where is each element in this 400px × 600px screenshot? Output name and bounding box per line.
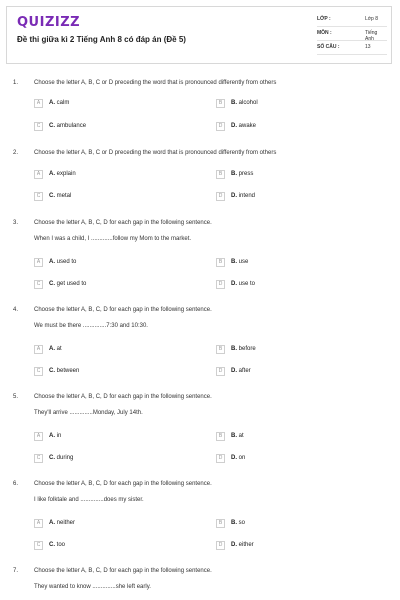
question-sentence: I like folktale and ..............does my sister. bbox=[34, 497, 144, 503]
question-sentence: They'll arrive ..............Monday, July 14th. bbox=[34, 410, 143, 416]
option-letter-box: C bbox=[34, 280, 43, 289]
worksheet-page: QUIZIZZ Đề thi giữa kì 2 Tiếng Anh 8 có đáp án (Đề 5) LỚP : Lớp 8 MÔN : Tiếng Anh SỐ CÂU : 13 1. Choose the letter A, B, C or D preceding the word that is pronounced differently from others A A. calm B B. alcohol C C. ambulance D D. awake 2. Choose the letter A, B, C or D preceding the word that is pronounced differently from others A A. explain B B. press C C. metal D D. intend 3. Choose the letter A, B, C, D for each gap in the following sentence. When I was a child, I .............follow my Mom to the market. A A. used to B B. use C C. get used to D D. use to 4. Choose the letter A, B, C, D for each gap in the following sentence. We must be there ..............7:30 and 10:30. A A. at B B. before C C. between D D. after 5. Choose the letter A, B, C, D for each gap in the following sentence. They'll arrive ..............Monday, July 14th. A A. in B B. at C C. during D D. on 6. Choose the letter A, B, C, D for each gap in the following sentence. I like folktale and ..............does my sister. A A. neither B B. so C C. too D D. either 7. Choose the letter A, B, C, D for each gap in the following sentence. They wanted to know ..............she left early. bbox=[0, 0, 400, 600]
question-number: 3. bbox=[13, 220, 19, 226]
question-number: 6. bbox=[13, 481, 19, 487]
meta-key: MÔN : bbox=[317, 30, 332, 36]
question-text: Choose the letter A, B, C, D for each gap in the following sentence. bbox=[34, 568, 212, 574]
option-letter-box: C bbox=[34, 122, 43, 131]
option-letter-box: D bbox=[216, 454, 225, 463]
question-text: Choose the letter A, B, C, D for each gap in the following sentence. bbox=[34, 481, 212, 487]
meta-value: Lớp 8 bbox=[365, 16, 379, 22]
question-number: 4. bbox=[13, 307, 19, 313]
question-text: Choose the letter A, B, C or D preceding the word that is pronounced differently from others bbox=[34, 150, 277, 156]
option-letter-box: D bbox=[216, 122, 225, 131]
meta-value: Tiếng Anh bbox=[365, 30, 378, 42]
meta-row-subject bbox=[317, 29, 387, 41]
quizizz-logo: QUIZIZZ bbox=[17, 15, 81, 30]
page-title: Đề thi giữa kì 2 Tiếng Anh 8 có đáp án (Đề 5) bbox=[17, 35, 186, 44]
option-letter-box: A bbox=[34, 99, 43, 108]
question-number: 5. bbox=[13, 394, 19, 400]
option-letter-box: A bbox=[34, 345, 43, 354]
option-letter-box: D bbox=[216, 541, 225, 550]
question-text: Choose the letter A, B, C, D for each gap in the following sentence. bbox=[34, 220, 212, 226]
option-letter-box: D bbox=[216, 280, 225, 289]
option-letter-box: A bbox=[34, 258, 43, 267]
question-sentence: They wanted to know ..............she left early. bbox=[34, 584, 151, 590]
meta-key: SỐ CÂU : bbox=[317, 44, 340, 50]
question-number: 2. bbox=[13, 150, 19, 156]
option-letter-box: C bbox=[34, 367, 43, 376]
question-text: Choose the letter A, B, C or D preceding the word that is pronounced differently from others bbox=[34, 80, 277, 86]
meta-table bbox=[317, 15, 387, 57]
option-letter-box: A bbox=[34, 170, 43, 179]
option-letter-box: C bbox=[34, 192, 43, 201]
option-letter-box: C bbox=[34, 454, 43, 463]
option-letter-box: B bbox=[216, 519, 225, 528]
option-letter-box: B bbox=[216, 170, 225, 179]
option-letter-box: B bbox=[216, 99, 225, 108]
meta-row-count bbox=[317, 43, 387, 55]
question-sentence: When I was a child, I .............follow my Mom to the market. bbox=[34, 236, 192, 242]
question-text: Choose the letter A, B, C, D for each gap in the following sentence. bbox=[34, 394, 212, 400]
meta-key: LỚP : bbox=[317, 16, 331, 22]
option-letter-box: A bbox=[34, 432, 43, 441]
question-number: 7. bbox=[13, 568, 19, 574]
question-number: 1. bbox=[13, 80, 19, 86]
option-letter-box: B bbox=[216, 345, 225, 354]
option-letter-box: D bbox=[216, 192, 225, 201]
meta-value: 13 bbox=[365, 44, 371, 50]
option-letter-box: B bbox=[216, 432, 225, 441]
question-sentence: We must be there ..............7:30 and 10:30. bbox=[34, 323, 148, 329]
question-text: Choose the letter A, B, C, D for each gap in the following sentence. bbox=[34, 307, 212, 313]
option-letter-box: A bbox=[34, 519, 43, 528]
option-letter-box: D bbox=[216, 367, 225, 376]
meta-row-class bbox=[317, 15, 387, 27]
option-letter-box: C bbox=[34, 541, 43, 550]
option-letter-box: B bbox=[216, 258, 225, 267]
worksheet-header bbox=[6, 6, 392, 64]
